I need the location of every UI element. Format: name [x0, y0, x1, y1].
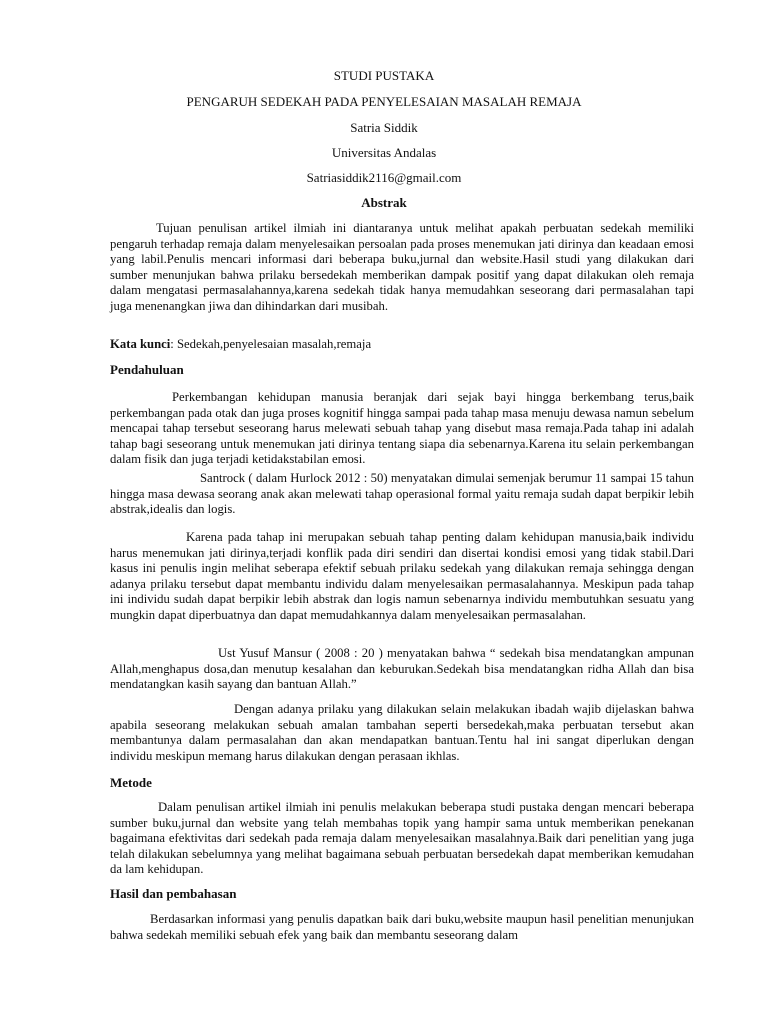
- paper-title: PENGARUH SEDEKAH PADA PENYELESAIAN MASALAH REMAJA: [186, 94, 582, 109]
- section-heading-metode: Metode: [110, 775, 152, 790]
- pendahuluan-paragraph-5: Dengan adanya prilaku yang dilakukan selain melakukan ibadah wajib dijelaskan bahwa apabila seseorang melakukan sebuah amalan tambahan seperti bersedekah,maka perbuatan tersebut akan membantunya dalam permasalahan dan akan mendapatkan bantuan.Tentu hal ini sangat diperlukan dengan individu meskipun memang harus dilakukan dengan perasaan ikhlas.: [110, 702, 694, 763]
- metode-paragraph-1: Dalam penulisan artikel ilmiah ini penulis melakukan beberapa studi pustaka dengan mencari beberapa sumber buku,jurnal dan website yang telah membahas topik yang hampir sama untuk memberikan penekanan bagaimana efektivitas dari sedekah pada remaja dalam menyelesaikan masalahnya.Baik dari penelitian yang juga telah dilakukan sebelumnya yang melihat bagaimana sebuah perbuatan bersedekah dapat memberikan kemudahan da lam kehidupan.: [110, 800, 694, 877]
- abstract-text: Tujuan penulisan artikel ilmiah ini diantaranya untuk melihat apakah perbuatan sedekah memiliki pengaruh terhadap remaja dalam menyelesaikan persoalan pada proses menemukan jati dirinya dan keadaan emosi yang labil.Penulis mencari informasi dari beberapa buku,jurnal dan website.Hasil studi yang dilakukan dari sumber menunjukan bahwa prilaku bersedekah memberikan dampak positif yang dapat dilakukan oleh remaja dalam mengatasi permasalahannya,karena sedekah tidak hanya memudahkan seseorang dari permasalahan tapi juga menenangkan jiwa dan dihindarkan dari musibah.: [110, 221, 694, 313]
- hasil-paragraph-1: Berdasarkan informasi yang penulis dapatkan baik dari buku,website maupun hasil penelitian menunjukan bahwa sedekah memiliki sebuah efek yang baik dan membantu seseorang dalam: [110, 912, 694, 942]
- paper-type-label: STUDI PUSTAKA: [333, 68, 435, 83]
- pendahuluan-paragraph-2: Santrock ( dalam Hurlock 2012 : 50) menyatakan dimulai semenjak berumur 11 sampai 15 tahun hingga masa dewasa seorang anak akan melewati tahap operasional formal yaitu remaja sudah dapat berpikir lebih abstrak,idealis dan logis.: [110, 471, 694, 517]
- pendahuluan-paragraph-1: Perkembangan kehidupan manusia beranjak dari sejak bayi hingga berkembang terus,baik perkembangan pada otak dan juga proses kognitif hingga sampai pada tahap masa menuju dewasa namun sebelum mencapai tahap tersebut seseorang harus melewati sebuah tahap yang disebut masa remaja.Pada tahap ini adalah tahap bagi seseorang untuk menemukan jati dirinya tentang siapa dia sebenarnya.Karena itu selain perkembangan dalam fisik dan juga terjadi ketidakstabilan emosi.: [110, 390, 694, 467]
- author-name: Satria Siddik: [350, 120, 418, 135]
- keywords-text: : Sedekah,penyelesaian masalah,remaja: [170, 337, 372, 351]
- keywords-label: Kata kunci: [110, 337, 171, 351]
- author-email: Satriasiddik2116@gmail.com: [306, 170, 462, 185]
- section-heading-hasil: Hasil dan pembahasan: [110, 886, 237, 901]
- keywords: [110, 336, 371, 352]
- abstract-heading: Abstrak: [361, 195, 407, 210]
- pendahuluan-paragraph-4: Ust Yusuf Mansur ( 2008 : 20 ) menyatakan bahwa “ sedekah bisa mendatangkan ampunan Allah,menghapus dosa,dan menutup kesalahan dan keburukan.Sedekah bisa mendatangkan ridha Allah dan bisa mendatangkan kasih sayang dan bantuan Allah.”: [110, 646, 694, 692]
- pendahuluan-paragraph-3: Karena pada tahap ini merupakan sebuah tahap penting dalam kehidupan manusia,baik individu harus menemukan jati dirinya,terjadi konflik pada diri sendiri dan disertai kondisi emosi yang tidak stabil.Dari kasus ini penulis ingin melihat seberapa efektif sebuah prilaku sedekah yang dilakukan remaja sehingga dengan adanya prilaku tersebut dapat membantu individu dalam menyelesaikan permasalahannya. Meskipun pada tahap ini individu sudah dapat berpikir lebih abstrak dan logis namun sebenarnya individu membutuhkan sesuatu yang mungkin dapat diperbuatnya dan dapat memudahkannya dalam menyelesaikan permasalahan.: [110, 530, 694, 622]
- section-heading-pendahuluan: Pendahuluan: [110, 362, 184, 377]
- author-affiliation: Universitas Andalas: [331, 145, 437, 160]
